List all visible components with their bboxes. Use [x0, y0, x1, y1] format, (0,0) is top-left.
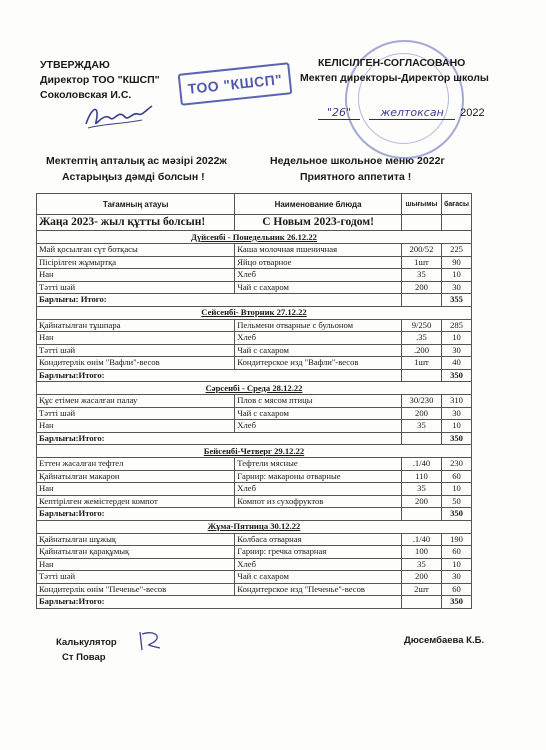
dish-name-kz: Тәтті шәй	[37, 281, 235, 294]
portion: 9/250	[401, 319, 441, 332]
portion: 35	[401, 269, 441, 282]
dish-name-kz: Кондитерлік өнім "Вафли"-весов	[37, 357, 235, 370]
price: 50	[442, 495, 472, 508]
chef-role: Ст Повар	[62, 652, 106, 663]
dish-name-ru: Тефтели мясные	[235, 458, 402, 471]
menu-item-row	[37, 533, 472, 546]
price: 30	[442, 344, 472, 357]
menu-item-row	[37, 495, 472, 508]
total-label: Барлығы:Итого:	[37, 369, 402, 382]
dish-name-kz: Кондитерлік өнім "Печенье"-весов	[37, 583, 235, 596]
price: 10	[442, 332, 472, 345]
approval-year: 2022	[460, 107, 485, 119]
dish-name-ru: Хлеб	[235, 420, 402, 433]
total-value: 350	[442, 432, 472, 445]
dish-name-kz: Нан	[37, 420, 235, 433]
dish-name-kz: Нан	[37, 332, 235, 345]
dish-name-kz: Кептірілген жемістерден компот	[37, 495, 235, 508]
dish-name-kz: Нан	[37, 483, 235, 496]
dish-name-ru: Хлеб	[235, 269, 402, 282]
footer-roles	[56, 635, 117, 665]
portion: 35	[401, 483, 441, 496]
price: 10	[442, 420, 472, 433]
price: 285	[442, 319, 472, 332]
menu-item-row	[37, 319, 472, 332]
total-row	[37, 596, 472, 609]
dish-name-ru: Кондитерское изд "Вафли"-весов	[235, 357, 402, 370]
menu-item-row	[37, 546, 472, 559]
portion: .1/40	[401, 458, 441, 471]
agreed-heading: КЕЛІСІЛГЕН-СОГЛАСОВАНО	[318, 57, 466, 69]
portion: 100	[401, 546, 441, 559]
menu-item-row	[37, 256, 472, 269]
header-dish-kz: Тағамның атауы	[37, 194, 235, 215]
dish-name-ru: Плов с мясом птицы	[235, 395, 402, 408]
price: 60	[442, 583, 472, 596]
price: 190	[442, 533, 472, 546]
dish-name-kz: Тәтті шәй	[37, 344, 235, 357]
agreed-position: Мектеп директоры-Директор школы	[300, 72, 489, 84]
price: 30	[442, 407, 472, 420]
menu-item-row	[37, 571, 472, 584]
dish-name-ru: Каша молочная пшеничная	[235, 244, 402, 257]
portion: 35	[401, 558, 441, 571]
portion: 35	[401, 420, 441, 433]
portion: .200	[401, 344, 441, 357]
total-label: Барлығы: Итого:	[37, 294, 402, 307]
header-dish-ru: Наименование блюда	[235, 194, 402, 215]
price: 225	[442, 244, 472, 257]
total-label: Барлығы:Итого:	[37, 432, 402, 445]
menu-item-row	[37, 357, 472, 370]
approval-month: желтоксан	[369, 106, 455, 120]
dish-name-ru: Яйцо отварное	[235, 256, 402, 269]
approval-day: "26"	[318, 106, 360, 120]
dish-name-ru: Гарнир: макароны отварные	[235, 470, 402, 483]
price: 310	[442, 395, 472, 408]
menu-item-row	[37, 483, 472, 496]
approver-position: Директор ТОО "КШСП"	[40, 74, 160, 86]
approver-name: Соколовская И.С.	[40, 89, 132, 101]
menu-item-row	[37, 395, 472, 408]
total-value: 355	[442, 294, 472, 307]
total-row	[37, 369, 472, 382]
approval-block-left	[40, 58, 160, 103]
total-value: 350	[442, 369, 472, 382]
dish-name-ru: Чай с сахаром	[235, 407, 402, 420]
calculator-role: Калькулятор	[56, 637, 117, 648]
price: 30	[442, 281, 472, 294]
total-label: Барлығы:Итого:	[37, 596, 402, 609]
price: 40	[442, 357, 472, 370]
dish-name-kz: Тәтті шәй	[37, 407, 235, 420]
price: 60	[442, 470, 472, 483]
portion: 200	[401, 571, 441, 584]
greeting-ru: С Новым 2023-годом!	[235, 215, 402, 231]
price: 10	[442, 269, 472, 282]
portion: 30/230	[401, 395, 441, 408]
dish-name-kz: Нан	[37, 558, 235, 571]
approve-heading: УТВЕРЖДАЮ	[40, 59, 110, 71]
total-row	[37, 432, 472, 445]
wish-ru: Приятного аппетита !	[300, 171, 412, 183]
menu-title-kz: Мектептің апталық ас мәзірі 2022ж	[46, 155, 227, 167]
weekly-menu-table	[36, 193, 472, 609]
header-portion: шығымы	[401, 194, 441, 215]
menu-item-row	[37, 407, 472, 420]
dish-name-ru: Гарнир: гречка отварная	[235, 546, 402, 559]
dish-name-ru: Хлеб	[235, 558, 402, 571]
day-title: Жұма-Пятница 30.12.22	[207, 521, 301, 531]
dish-name-kz: Қайнатылған шұжық	[37, 533, 235, 546]
price: 60	[442, 546, 472, 559]
day-header-row	[37, 520, 472, 533]
dish-name-kz: Еттен жасалған тефтел	[37, 458, 235, 471]
day-title: Сейсенбі- Вторник 27.12.22	[201, 307, 307, 317]
portion: 2шт	[401, 583, 441, 596]
dish-name-ru: Хлеб	[235, 332, 402, 345]
day-title: Сәрсенбі - Среда 28.12.22	[205, 382, 303, 393]
menu-item-row	[37, 244, 472, 257]
dish-name-kz: Тәтті шәй	[37, 571, 235, 584]
dish-name-kz: Май қосылған сүт ботқасы	[37, 244, 235, 257]
total-value: 350	[442, 596, 472, 609]
portion: .35	[401, 332, 441, 345]
menu-item-row	[37, 458, 472, 471]
portion: 1шт	[401, 357, 441, 370]
portion: .1/40	[401, 533, 441, 546]
dish-name-ru: Компот из сухофруктов	[235, 495, 402, 508]
menu-item-row	[37, 583, 472, 596]
dish-name-kz: Пісірілген жұмыртқа	[37, 256, 235, 269]
menu-item-row	[37, 332, 472, 345]
total-row	[37, 294, 472, 307]
footer-name: Дюсембаева К.Б.	[404, 635, 485, 646]
portion: 200/52	[401, 244, 441, 257]
calculator-signature	[134, 628, 168, 659]
dish-name-kz: Қайнатылған қарақұмық	[37, 546, 235, 559]
dish-name-ru: Чай с сахаром	[235, 571, 402, 584]
price: 10	[442, 558, 472, 571]
wish-kz: Астарыңыз дәмді болсын !	[62, 171, 205, 183]
day-title: Дүйсенбі - Понедельник 26.12.22	[191, 231, 317, 242]
header-price: бағасы	[442, 194, 472, 215]
director-signature	[82, 100, 154, 137]
dish-name-kz: Құс етімен жасалған палау	[37, 395, 235, 408]
day-header-row	[37, 382, 472, 395]
dish-name-ru: Пельмени отварные с бульоном	[235, 319, 402, 332]
menu-item-row	[37, 344, 472, 357]
dish-name-ru: Кондитерское изд "Печенье"-весов	[235, 583, 402, 596]
total-row	[37, 508, 472, 521]
menu-item-row	[37, 420, 472, 433]
dish-name-kz: Қайнатылған макарон	[37, 470, 235, 483]
dish-name-ru: Колбаса отварная	[235, 533, 402, 546]
dish-name-ru: Чай с сахаром	[235, 344, 402, 357]
dish-name-kz: Қайнатылған тұшпара	[37, 319, 235, 332]
menu-title-ru: Недельное школьное меню 2022г	[270, 155, 445, 167]
portion: 200	[401, 281, 441, 294]
portion: 200	[401, 407, 441, 420]
price: 10	[442, 483, 472, 496]
portion: 110	[401, 470, 441, 483]
dish-name-kz: Нан	[37, 269, 235, 282]
price: 90	[442, 256, 472, 269]
greeting-row	[37, 215, 472, 231]
greeting-kz: Жаңа 2023- жыл құтты болсын!	[37, 215, 235, 231]
dish-name-ru: Чай с сахаром	[235, 281, 402, 294]
organization-stamp: ТОО "КШСП"	[178, 62, 293, 106]
menu-item-row	[37, 470, 472, 483]
menu-item-row	[37, 281, 472, 294]
day-header-row	[37, 445, 472, 458]
approval-date	[318, 106, 485, 120]
portion: 200	[401, 495, 441, 508]
day-header-row	[37, 231, 472, 244]
total-label: Барлығы:Итого:	[37, 508, 402, 521]
approval-block-right	[300, 56, 489, 86]
day-title: Бейсенбі-Четверг 29.12.22	[203, 445, 305, 456]
table-header-row	[37, 194, 472, 215]
dish-name-ru: Хлеб	[235, 483, 402, 496]
price: 230	[442, 458, 472, 471]
menu-item-row	[37, 558, 472, 571]
portion: 1шт	[401, 256, 441, 269]
price: 30	[442, 571, 472, 584]
total-value: 350	[442, 508, 472, 521]
menu-item-row	[37, 269, 472, 282]
day-header-row	[37, 306, 472, 319]
